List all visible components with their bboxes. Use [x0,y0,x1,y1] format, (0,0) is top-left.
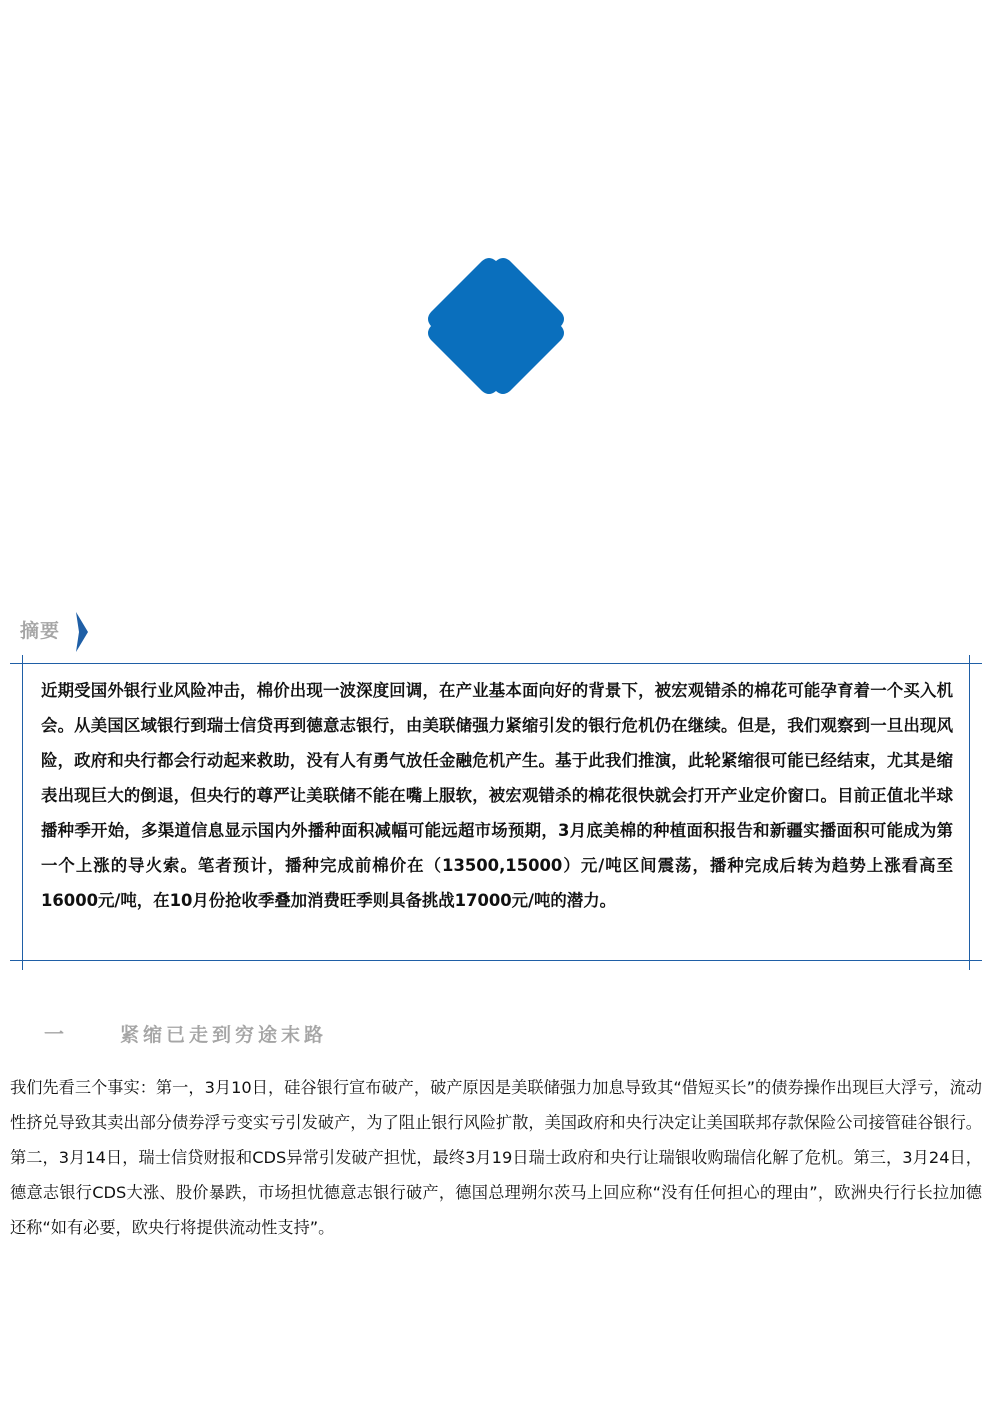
blue-rounded-diamond-icon [425,255,567,397]
frame-top-line [10,663,982,664]
abstract-heading: 摘要 [20,620,61,642]
section-number: 一 [44,1022,64,1046]
section-title: 紧缩已走到穷途末路 [120,1024,328,1046]
chevron-right-icon [76,612,88,652]
abstract-text: 近期受国外银行业风险冲击，棉价出现一波深度回调，在产业基本面向好的背景下，被宏观错杀的棉花可能孕育着一个买入机会。从美国区域银行到瑞士信贷再到德意志银行，由美联储强力紧缩引发的银行危机仍在继续。但是，我们观察到一旦出现风险，政府和央行都会行动起来救助，没有人有勇气放任金融危机产生。基于此我们推演，此轮紧缩很可能已经结束，尤其是缩表出现巨大的倒退，但央行的尊严让美联储不能在嘴上服软，被宏观错杀的棉花很快就会打开产业定价窗口。目前正值北半球播种季开始，多渠道信息显示国内外播种面积减幅可能远超市场预期，3月底美棉的种植面积报告和新疆实播面积可能成为第一个上涨的导火索。笔者预计，播种完成前棉价在（13500,15000）元/吨区间震荡，播种完成后转为趋势上涨看高至16000元/吨，在10月份抢收季叠加消费旺季则具备挑战17000元/吨的潜力。 [41,681,953,910]
frame-left-line [22,655,23,970]
body-paragraph: 我们先看三个事实：第一，3月10日，硅谷银行宣布破产，破产原因是美联储强力加息导致其“借短买长”的债券操作出现巨大浮亏，流动性挤兑导致其卖出部分债券浮亏变实亏引发破产，为了阻止银行风险扩散，美国政府和央行决定让美国联邦存款保险公司接管硅谷银行。第二，3月14日，瑞士信贷财报和CDS异常引发破产担忧，最终3月19日瑞士政府和央行让瑞银收购瑞信化解了危机。第三，3月24日，德意志银行CDS大涨、股价暴跌，市场担忧德意志银行破产，德国总理朔尔茨马上回应称“没有任何担心的理由”，欧洲央行行长拉加德还称“如有必要，欧央行将提供流动性支持”。 [10,1078,982,1237]
frame-bottom-line [10,960,982,961]
frame-right-line [969,655,970,970]
